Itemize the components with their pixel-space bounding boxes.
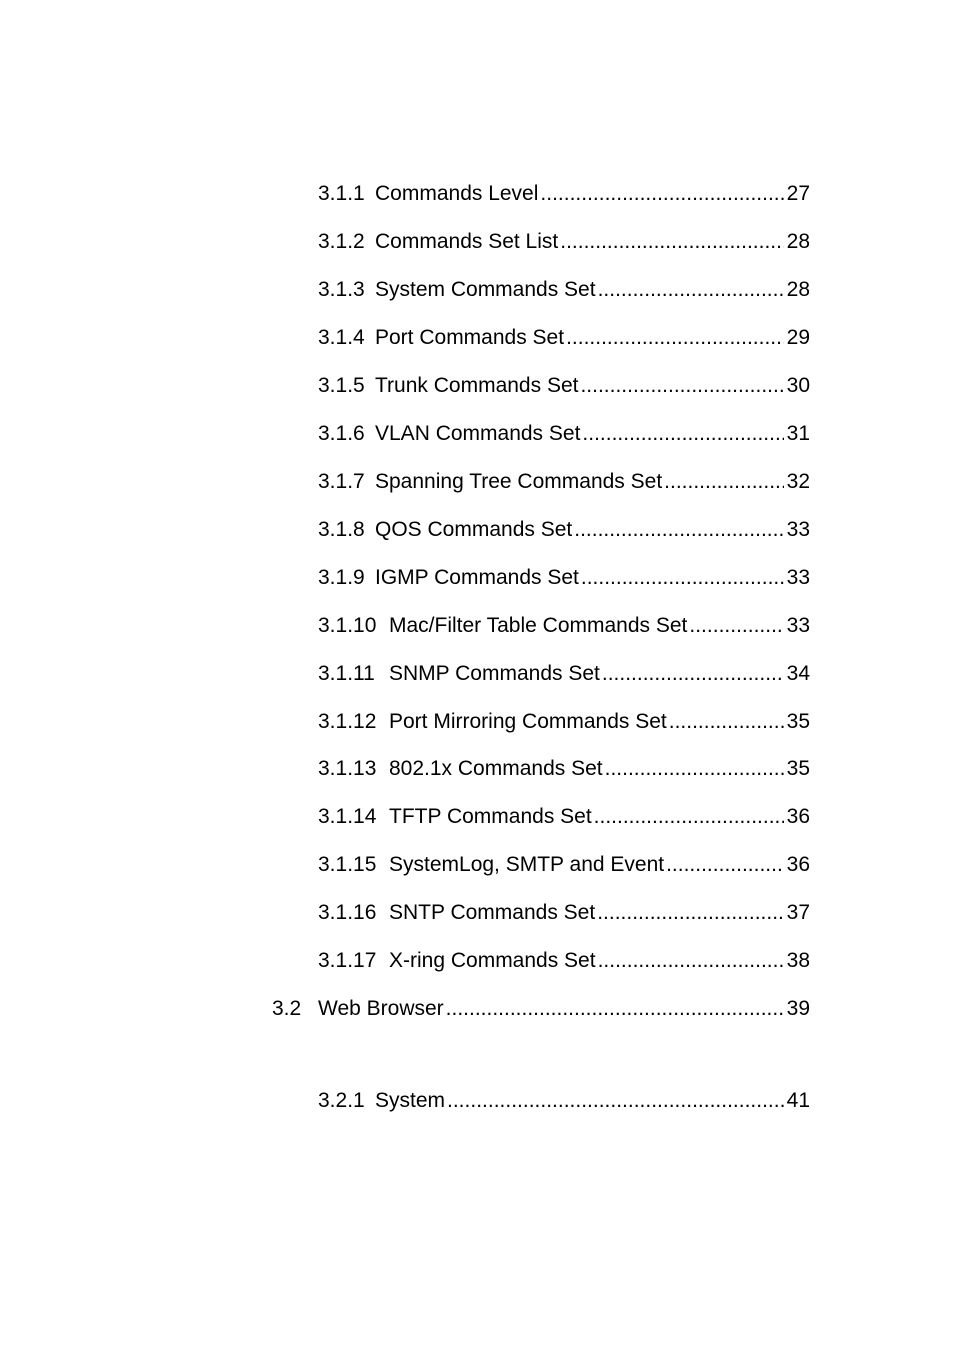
toc-entry-title: VLAN Commands Set — [375, 422, 581, 445]
toc-entry-page: 29 — [786, 326, 810, 349]
toc-entry-number: 3.1.12 — [318, 710, 377, 733]
toc-entry-page: 37 — [786, 901, 810, 924]
toc-dot-leader — [540, 180, 783, 208]
toc-entry-number: 3.1.1 — [318, 182, 365, 205]
toc-entry-number: 3.2.1 — [318, 1089, 365, 1112]
toc-entry-number: 3.1.14 — [318, 805, 377, 828]
toc-entry-title: QOS Commands Set — [375, 518, 573, 541]
toc-entry-page: 34 — [786, 662, 810, 685]
toc-entry-page: 33 — [786, 518, 810, 541]
toc-entry-title: System Commands Set — [375, 278, 596, 301]
toc-entry-number: 3.1.3 — [318, 278, 365, 301]
toc-entry-number: 3.1.4 — [318, 326, 365, 349]
toc-entry-title: IGMP Commands Set — [375, 566, 579, 589]
toc-entry-page: 28 — [786, 230, 810, 253]
toc-entry-3-2-1[interactable] — [318, 1087, 810, 1115]
toc-dot-leader — [602, 660, 784, 688]
toc-entry-number: 3.1.5 — [318, 374, 365, 397]
toc-entry-page: 31 — [786, 422, 810, 445]
toc-entry-3-1-13[interactable] — [318, 755, 810, 783]
toc-dot-leader — [581, 564, 784, 592]
toc-entry-number: 3.1.17 — [318, 949, 377, 972]
toc-entry-page: 28 — [786, 278, 810, 301]
toc-entry-title: SNMP Commands Set — [389, 662, 600, 685]
toc-entry-3-1-10[interactable] — [318, 612, 810, 640]
toc-dot-leader — [446, 995, 784, 1023]
toc-entry-3-1-15[interactable] — [318, 851, 810, 879]
toc-entry-3-1-3[interactable] — [318, 276, 810, 304]
toc-dot-leader — [664, 468, 783, 496]
toc-entry-3-1-9[interactable] — [318, 564, 810, 592]
toc-entry-number: 3.1.11 — [318, 662, 375, 685]
toc-dot-leader — [594, 803, 784, 831]
toc-entry-3-1-6[interactable] — [318, 420, 810, 448]
toc-dot-leader — [560, 228, 783, 256]
toc-entry-number: 3.1.9 — [318, 566, 365, 589]
toc-entry-page: 30 — [786, 374, 810, 397]
toc-entry-title: System — [375, 1089, 446, 1112]
toc-entry-3-1-11[interactable] — [318, 660, 810, 688]
toc-entry-page: 35 — [786, 757, 810, 780]
toc-entry-3-1-8[interactable] — [318, 516, 810, 544]
toc-entry-number: 3.1.16 — [318, 901, 377, 924]
toc-dot-leader — [582, 420, 783, 448]
toc-entry-title: Commands Level — [375, 182, 539, 205]
toc-entry-title: X-ring Commands Set — [389, 949, 596, 972]
toc-dot-leader — [666, 851, 784, 879]
toc-entry-number: 3.1.15 — [318, 853, 377, 876]
toc-entry-title: Port Mirroring Commands Set — [389, 710, 667, 733]
toc-dot-leader — [447, 1087, 784, 1115]
toc-entry-3-1-4[interactable] — [318, 324, 810, 352]
toc-entry-page: 38 — [786, 949, 810, 972]
toc-dot-leader — [566, 324, 784, 352]
toc-entry-3-2[interactable] — [272, 995, 810, 1023]
toc-entry-3-1-12[interactable] — [318, 708, 810, 736]
toc-entry-page: 36 — [786, 805, 810, 828]
toc-entry-3-1-16[interactable] — [318, 899, 810, 927]
toc-entry-page: 36 — [786, 853, 810, 876]
toc-entry-number: 3.1.7 — [318, 470, 365, 493]
toc-entry-number: 3.1.13 — [318, 757, 377, 780]
toc-entry-number: 3.1.2 — [318, 230, 365, 253]
toc-entry-3-1-1[interactable] — [318, 180, 810, 208]
toc-entry-page: 32 — [786, 470, 810, 493]
toc-entry-title: TFTP Commands Set — [389, 805, 592, 828]
toc-entry-3-1-17[interactable] — [318, 947, 810, 975]
toc-entry-3-1-5[interactable] — [318, 372, 810, 400]
toc-dot-leader — [574, 516, 783, 544]
toc-entry-title: SNTP Commands Set — [389, 901, 596, 924]
toc-entry-title: Spanning Tree Commands Set — [375, 470, 663, 493]
toc-entry-page: 39 — [786, 997, 810, 1020]
toc-entry-3-1-2[interactable] — [318, 228, 810, 256]
toc-entry-3-1-7[interactable] — [318, 468, 810, 496]
toc-entry-3-1-14[interactable] — [318, 803, 810, 831]
toc-entry-number: 3.1.8 — [318, 518, 365, 541]
toc-entry-page: 41 — [786, 1089, 810, 1112]
toc-dot-leader — [580, 372, 783, 400]
toc-dot-leader — [597, 899, 783, 927]
toc-entry-page: 33 — [786, 566, 810, 589]
toc-entry-number: 3.1.6 — [318, 422, 365, 445]
toc-entry-page: 27 — [786, 182, 810, 205]
toc-entry-title: 802.1x Commands Set — [389, 757, 603, 780]
toc-entry-title: Trunk Commands Set — [375, 374, 579, 397]
toc-entry-title: Port Commands Set — [375, 326, 565, 349]
toc-dot-leader — [669, 708, 784, 736]
toc-dot-leader — [689, 612, 783, 640]
toc-entry-number: 3.2 — [272, 997, 302, 1020]
toc-entry-page: 35 — [786, 710, 810, 733]
toc-dot-leader — [605, 755, 784, 783]
toc-entry-title: Commands Set List — [375, 230, 559, 253]
toc-entry-title: SystemLog, SMTP and Event — [389, 853, 665, 876]
toc-dot-leader — [598, 276, 784, 304]
toc-entry-number: 3.1.10 — [318, 614, 377, 637]
toc-entry-page: 33 — [786, 614, 810, 637]
toc-entry-title: Web Browser — [318, 997, 444, 1020]
toc-entry-title: Mac/Filter Table Commands Set — [389, 614, 688, 637]
toc-dot-leader — [598, 947, 784, 975]
